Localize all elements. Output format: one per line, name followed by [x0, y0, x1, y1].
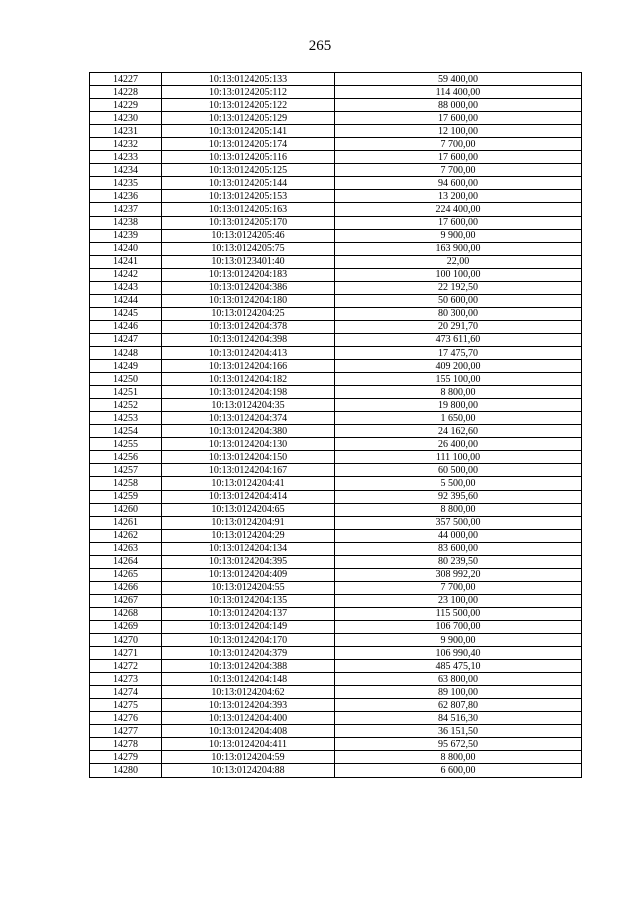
cadastral-number-cell: 10:13:0124204:413 — [162, 346, 335, 359]
table-row — [90, 399, 582, 412]
value-cell: 22,00 — [335, 255, 582, 268]
table-row — [90, 255, 582, 268]
table-row — [90, 138, 582, 151]
row-number-cell: 14274 — [90, 686, 162, 699]
row-number-cell: 14250 — [90, 373, 162, 386]
value-cell: 6 600,00 — [335, 764, 582, 777]
table-row — [90, 190, 582, 203]
cadastral-number-cell: 10:13:0124204:180 — [162, 294, 335, 307]
cadastral-number-cell: 10:13:0124204:380 — [162, 425, 335, 438]
value-cell: 473 611,60 — [335, 333, 582, 346]
row-number-cell: 14268 — [90, 607, 162, 620]
row-number-cell: 14269 — [90, 620, 162, 633]
table-row — [90, 229, 582, 242]
table-row — [90, 281, 582, 294]
cadastral-number-cell: 10:13:0124204:88 — [162, 764, 335, 777]
table-row — [90, 242, 582, 255]
table-row — [90, 438, 582, 451]
cadastral-number-cell: 10:13:0124204:65 — [162, 503, 335, 516]
cadastral-number-cell: 10:13:0124204:388 — [162, 660, 335, 673]
table-row — [90, 725, 582, 738]
table-row — [90, 112, 582, 125]
value-cell: 22 192,50 — [335, 281, 582, 294]
cadastral-number-cell: 10:13:0124204:414 — [162, 490, 335, 503]
cadastral-number-cell: 10:13:0124204:35 — [162, 399, 335, 412]
cadastral-number-cell: 10:13:0124204:379 — [162, 647, 335, 660]
value-cell: 63 800,00 — [335, 673, 582, 686]
value-cell: 83 600,00 — [335, 542, 582, 555]
row-number-cell: 14254 — [90, 425, 162, 438]
row-number-cell: 14266 — [90, 581, 162, 594]
row-number-cell: 14267 — [90, 594, 162, 607]
value-cell: 23 100,00 — [335, 594, 582, 607]
row-number-cell: 14245 — [90, 307, 162, 320]
value-cell: 9 900,00 — [335, 634, 582, 647]
table-row — [90, 568, 582, 581]
row-number-cell: 14272 — [90, 660, 162, 673]
cadastral-number-cell: 10:13:0124204:395 — [162, 555, 335, 568]
cadastral-number-cell: 10:13:0124204:55 — [162, 581, 335, 594]
cadastral-number-cell: 10:13:0124204:130 — [162, 438, 335, 451]
value-cell: 62 807,80 — [335, 699, 582, 712]
value-cell: 308 992,20 — [335, 568, 582, 581]
value-cell: 17 600,00 — [335, 112, 582, 125]
cadastral-number-cell: 10:13:0124204:148 — [162, 673, 335, 686]
row-number-cell: 14260 — [90, 503, 162, 516]
value-cell: 5 500,00 — [335, 477, 582, 490]
value-cell: 163 900,00 — [335, 242, 582, 255]
value-cell: 17 475,70 — [335, 346, 582, 359]
table-row — [90, 751, 582, 764]
value-cell: 26 400,00 — [335, 438, 582, 451]
row-number-cell: 14275 — [90, 699, 162, 712]
value-cell: 80 239,50 — [335, 555, 582, 568]
table-row — [90, 216, 582, 229]
row-number-cell: 14247 — [90, 333, 162, 346]
row-number-cell: 14227 — [90, 73, 162, 86]
table-row — [90, 699, 582, 712]
value-cell: 92 395,60 — [335, 490, 582, 503]
value-cell: 44 000,00 — [335, 529, 582, 542]
value-cell: 111 100,00 — [335, 451, 582, 464]
cadastral-number-cell: 10:13:0124204:393 — [162, 699, 335, 712]
table-row — [90, 620, 582, 633]
value-cell: 20 291,70 — [335, 320, 582, 333]
row-number-cell: 14257 — [90, 464, 162, 477]
row-number-cell: 14255 — [90, 438, 162, 451]
cadastral-number-cell: 10:13:0124205:153 — [162, 190, 335, 203]
value-cell: 100 100,00 — [335, 268, 582, 281]
row-number-cell: 14280 — [90, 764, 162, 777]
table-row — [90, 660, 582, 673]
value-cell: 88 000,00 — [335, 99, 582, 112]
table-row — [90, 503, 582, 516]
table-row — [90, 529, 582, 542]
row-number-cell: 14241 — [90, 255, 162, 268]
cadastral-number-cell: 10:13:0124205:174 — [162, 138, 335, 151]
row-number-cell: 14246 — [90, 320, 162, 333]
cadastral-number-cell: 10:13:0124204:137 — [162, 607, 335, 620]
table-row — [90, 73, 582, 86]
row-number-cell: 14273 — [90, 673, 162, 686]
row-number-cell: 14276 — [90, 712, 162, 725]
row-number-cell: 14237 — [90, 203, 162, 216]
value-cell: 17 600,00 — [335, 216, 582, 229]
table-row — [90, 373, 582, 386]
row-number-cell: 14228 — [90, 86, 162, 99]
row-number-cell: 14264 — [90, 555, 162, 568]
row-number-cell: 14240 — [90, 242, 162, 255]
row-number-cell: 14230 — [90, 112, 162, 125]
row-number-cell: 14252 — [90, 399, 162, 412]
row-number-cell: 14279 — [90, 751, 162, 764]
cadastral-number-cell: 10:13:0124204:374 — [162, 412, 335, 425]
cadastral-number-cell: 10:13:0124204:378 — [162, 320, 335, 333]
cadastral-number-cell: 10:13:0124205:112 — [162, 86, 335, 99]
table-row — [90, 673, 582, 686]
table-row — [90, 99, 582, 112]
value-cell: 115 500,00 — [335, 607, 582, 620]
row-number-cell: 14262 — [90, 529, 162, 542]
value-cell: 357 500,00 — [335, 516, 582, 529]
cadastral-number-cell: 10:13:0124205:125 — [162, 164, 335, 177]
table-row — [90, 177, 582, 190]
cadastral-number-cell: 10:13:0124204:198 — [162, 386, 335, 399]
cadastral-number-cell: 10:13:0124204:29 — [162, 529, 335, 542]
row-number-cell: 14231 — [90, 125, 162, 138]
row-number-cell: 14259 — [90, 490, 162, 503]
cadastral-number-cell: 10:13:0124205:170 — [162, 216, 335, 229]
row-number-cell: 14234 — [90, 164, 162, 177]
cadastral-number-cell: 10:13:0124204:41 — [162, 477, 335, 490]
row-number-cell: 14236 — [90, 190, 162, 203]
row-number-cell: 14233 — [90, 151, 162, 164]
cadastral-number-cell: 10:13:0124204:25 — [162, 307, 335, 320]
table-row — [90, 581, 582, 594]
value-cell: 24 162,60 — [335, 425, 582, 438]
value-cell: 50 600,00 — [335, 294, 582, 307]
value-cell: 1 650,00 — [335, 412, 582, 425]
table-row — [90, 294, 582, 307]
cadastral-value-table — [89, 72, 582, 778]
table-row — [90, 686, 582, 699]
row-number-cell: 14248 — [90, 346, 162, 359]
table-body — [90, 73, 582, 778]
row-number-cell: 14263 — [90, 542, 162, 555]
value-cell: 19 800,00 — [335, 399, 582, 412]
table-row — [90, 490, 582, 503]
table-row — [90, 594, 582, 607]
cadastral-number-cell: 10:13:0124204:398 — [162, 333, 335, 346]
cadastral-number-cell: 10:13:0124204:411 — [162, 738, 335, 751]
value-cell: 106 990,40 — [335, 647, 582, 660]
cadastral-number-cell: 10:13:0124204:170 — [162, 634, 335, 647]
table-row — [90, 268, 582, 281]
row-number-cell: 14270 — [90, 634, 162, 647]
value-cell: 94 600,00 — [335, 177, 582, 190]
value-cell: 106 700,00 — [335, 620, 582, 633]
cadastral-number-cell: 10:13:0124204:150 — [162, 451, 335, 464]
value-cell: 13 200,00 — [335, 190, 582, 203]
row-number-cell: 14242 — [90, 268, 162, 281]
row-number-cell: 14244 — [90, 294, 162, 307]
value-cell: 17 600,00 — [335, 151, 582, 164]
value-cell: 60 500,00 — [335, 464, 582, 477]
table-row — [90, 555, 582, 568]
cadastral-number-cell: 10:13:0124204:62 — [162, 686, 335, 699]
table-row — [90, 764, 582, 777]
value-cell: 8 800,00 — [335, 386, 582, 399]
value-cell: 80 300,00 — [335, 307, 582, 320]
table-row — [90, 516, 582, 529]
table-row — [90, 738, 582, 751]
value-cell: 7 700,00 — [335, 138, 582, 151]
row-number-cell: 14232 — [90, 138, 162, 151]
table-row — [90, 86, 582, 99]
row-number-cell: 14258 — [90, 477, 162, 490]
value-cell: 84 516,30 — [335, 712, 582, 725]
cadastral-number-cell: 10:13:0124204:400 — [162, 712, 335, 725]
value-cell: 59 400,00 — [335, 73, 582, 86]
cadastral-number-cell: 10:13:0124205:163 — [162, 203, 335, 216]
cadastral-number-cell: 10:13:0124205:144 — [162, 177, 335, 190]
value-cell: 89 100,00 — [335, 686, 582, 699]
table-row — [90, 151, 582, 164]
value-cell: 409 200,00 — [335, 360, 582, 373]
row-number-cell: 14251 — [90, 386, 162, 399]
value-cell: 12 100,00 — [335, 125, 582, 138]
cadastral-number-cell: 10:13:0124204:386 — [162, 281, 335, 294]
value-cell: 7 700,00 — [335, 164, 582, 177]
value-cell: 8 800,00 — [335, 751, 582, 764]
cadastral-number-cell: 10:13:0124205:129 — [162, 112, 335, 125]
row-number-cell: 14271 — [90, 647, 162, 660]
row-number-cell: 14238 — [90, 216, 162, 229]
row-number-cell: 14265 — [90, 568, 162, 581]
cadastral-number-cell: 10:13:0124205:46 — [162, 229, 335, 242]
cadastral-number-cell: 10:13:0124204:182 — [162, 373, 335, 386]
cadastral-number-cell: 10:13:0124204:134 — [162, 542, 335, 555]
value-cell: 114 400,00 — [335, 86, 582, 99]
table-row — [90, 464, 582, 477]
table-row — [90, 477, 582, 490]
table-row — [90, 607, 582, 620]
value-cell: 95 672,50 — [335, 738, 582, 751]
table-row — [90, 542, 582, 555]
cadastral-number-cell: 10:13:0124204:91 — [162, 516, 335, 529]
table-row — [90, 412, 582, 425]
cadastral-number-cell: 10:13:0124205:116 — [162, 151, 335, 164]
table-row — [90, 346, 582, 359]
cadastral-number-cell: 10:13:0124205:141 — [162, 125, 335, 138]
table-row — [90, 307, 582, 320]
page-number: 265 — [308, 38, 332, 54]
table-row — [90, 125, 582, 138]
cadastral-number-cell: 10:13:0124205:133 — [162, 73, 335, 86]
value-cell: 155 100,00 — [335, 373, 582, 386]
value-cell: 9 900,00 — [335, 229, 582, 242]
table-row — [90, 164, 582, 177]
row-number-cell: 14256 — [90, 451, 162, 464]
value-cell: 224 400,00 — [335, 203, 582, 216]
cadastral-number-cell: 10:13:0124205:75 — [162, 242, 335, 255]
cadastral-number-cell: 10:13:0123401:40 — [162, 255, 335, 268]
table-row — [90, 386, 582, 399]
row-number-cell: 14235 — [90, 177, 162, 190]
table-row — [90, 333, 582, 346]
table-row — [90, 451, 582, 464]
cadastral-number-cell: 10:13:0124204:409 — [162, 568, 335, 581]
table-row — [90, 360, 582, 373]
value-cell: 8 800,00 — [335, 503, 582, 516]
row-number-cell: 14261 — [90, 516, 162, 529]
cadastral-number-cell: 10:13:0124204:166 — [162, 360, 335, 373]
cadastral-number-cell: 10:13:0124204:183 — [162, 268, 335, 281]
table-row — [90, 634, 582, 647]
cadastral-number-cell: 10:13:0124204:59 — [162, 751, 335, 764]
value-cell: 36 151,50 — [335, 725, 582, 738]
table-row — [90, 320, 582, 333]
table-row — [90, 425, 582, 438]
row-number-cell: 14278 — [90, 738, 162, 751]
table-row — [90, 203, 582, 216]
row-number-cell: 14249 — [90, 360, 162, 373]
cadastral-number-cell: 10:13:0124205:122 — [162, 99, 335, 112]
row-number-cell: 14277 — [90, 725, 162, 738]
cadastral-number-cell: 10:13:0124204:149 — [162, 620, 335, 633]
row-number-cell: 14253 — [90, 412, 162, 425]
value-cell: 485 475,10 — [335, 660, 582, 673]
row-number-cell: 14239 — [90, 229, 162, 242]
table-row — [90, 712, 582, 725]
table-row — [90, 647, 582, 660]
cadastral-number-cell: 10:13:0124204:167 — [162, 464, 335, 477]
row-number-cell: 14243 — [90, 281, 162, 294]
value-cell: 7 700,00 — [335, 581, 582, 594]
row-number-cell: 14229 — [90, 99, 162, 112]
cadastral-number-cell: 10:13:0124204:135 — [162, 594, 335, 607]
cadastral-number-cell: 10:13:0124204:408 — [162, 725, 335, 738]
